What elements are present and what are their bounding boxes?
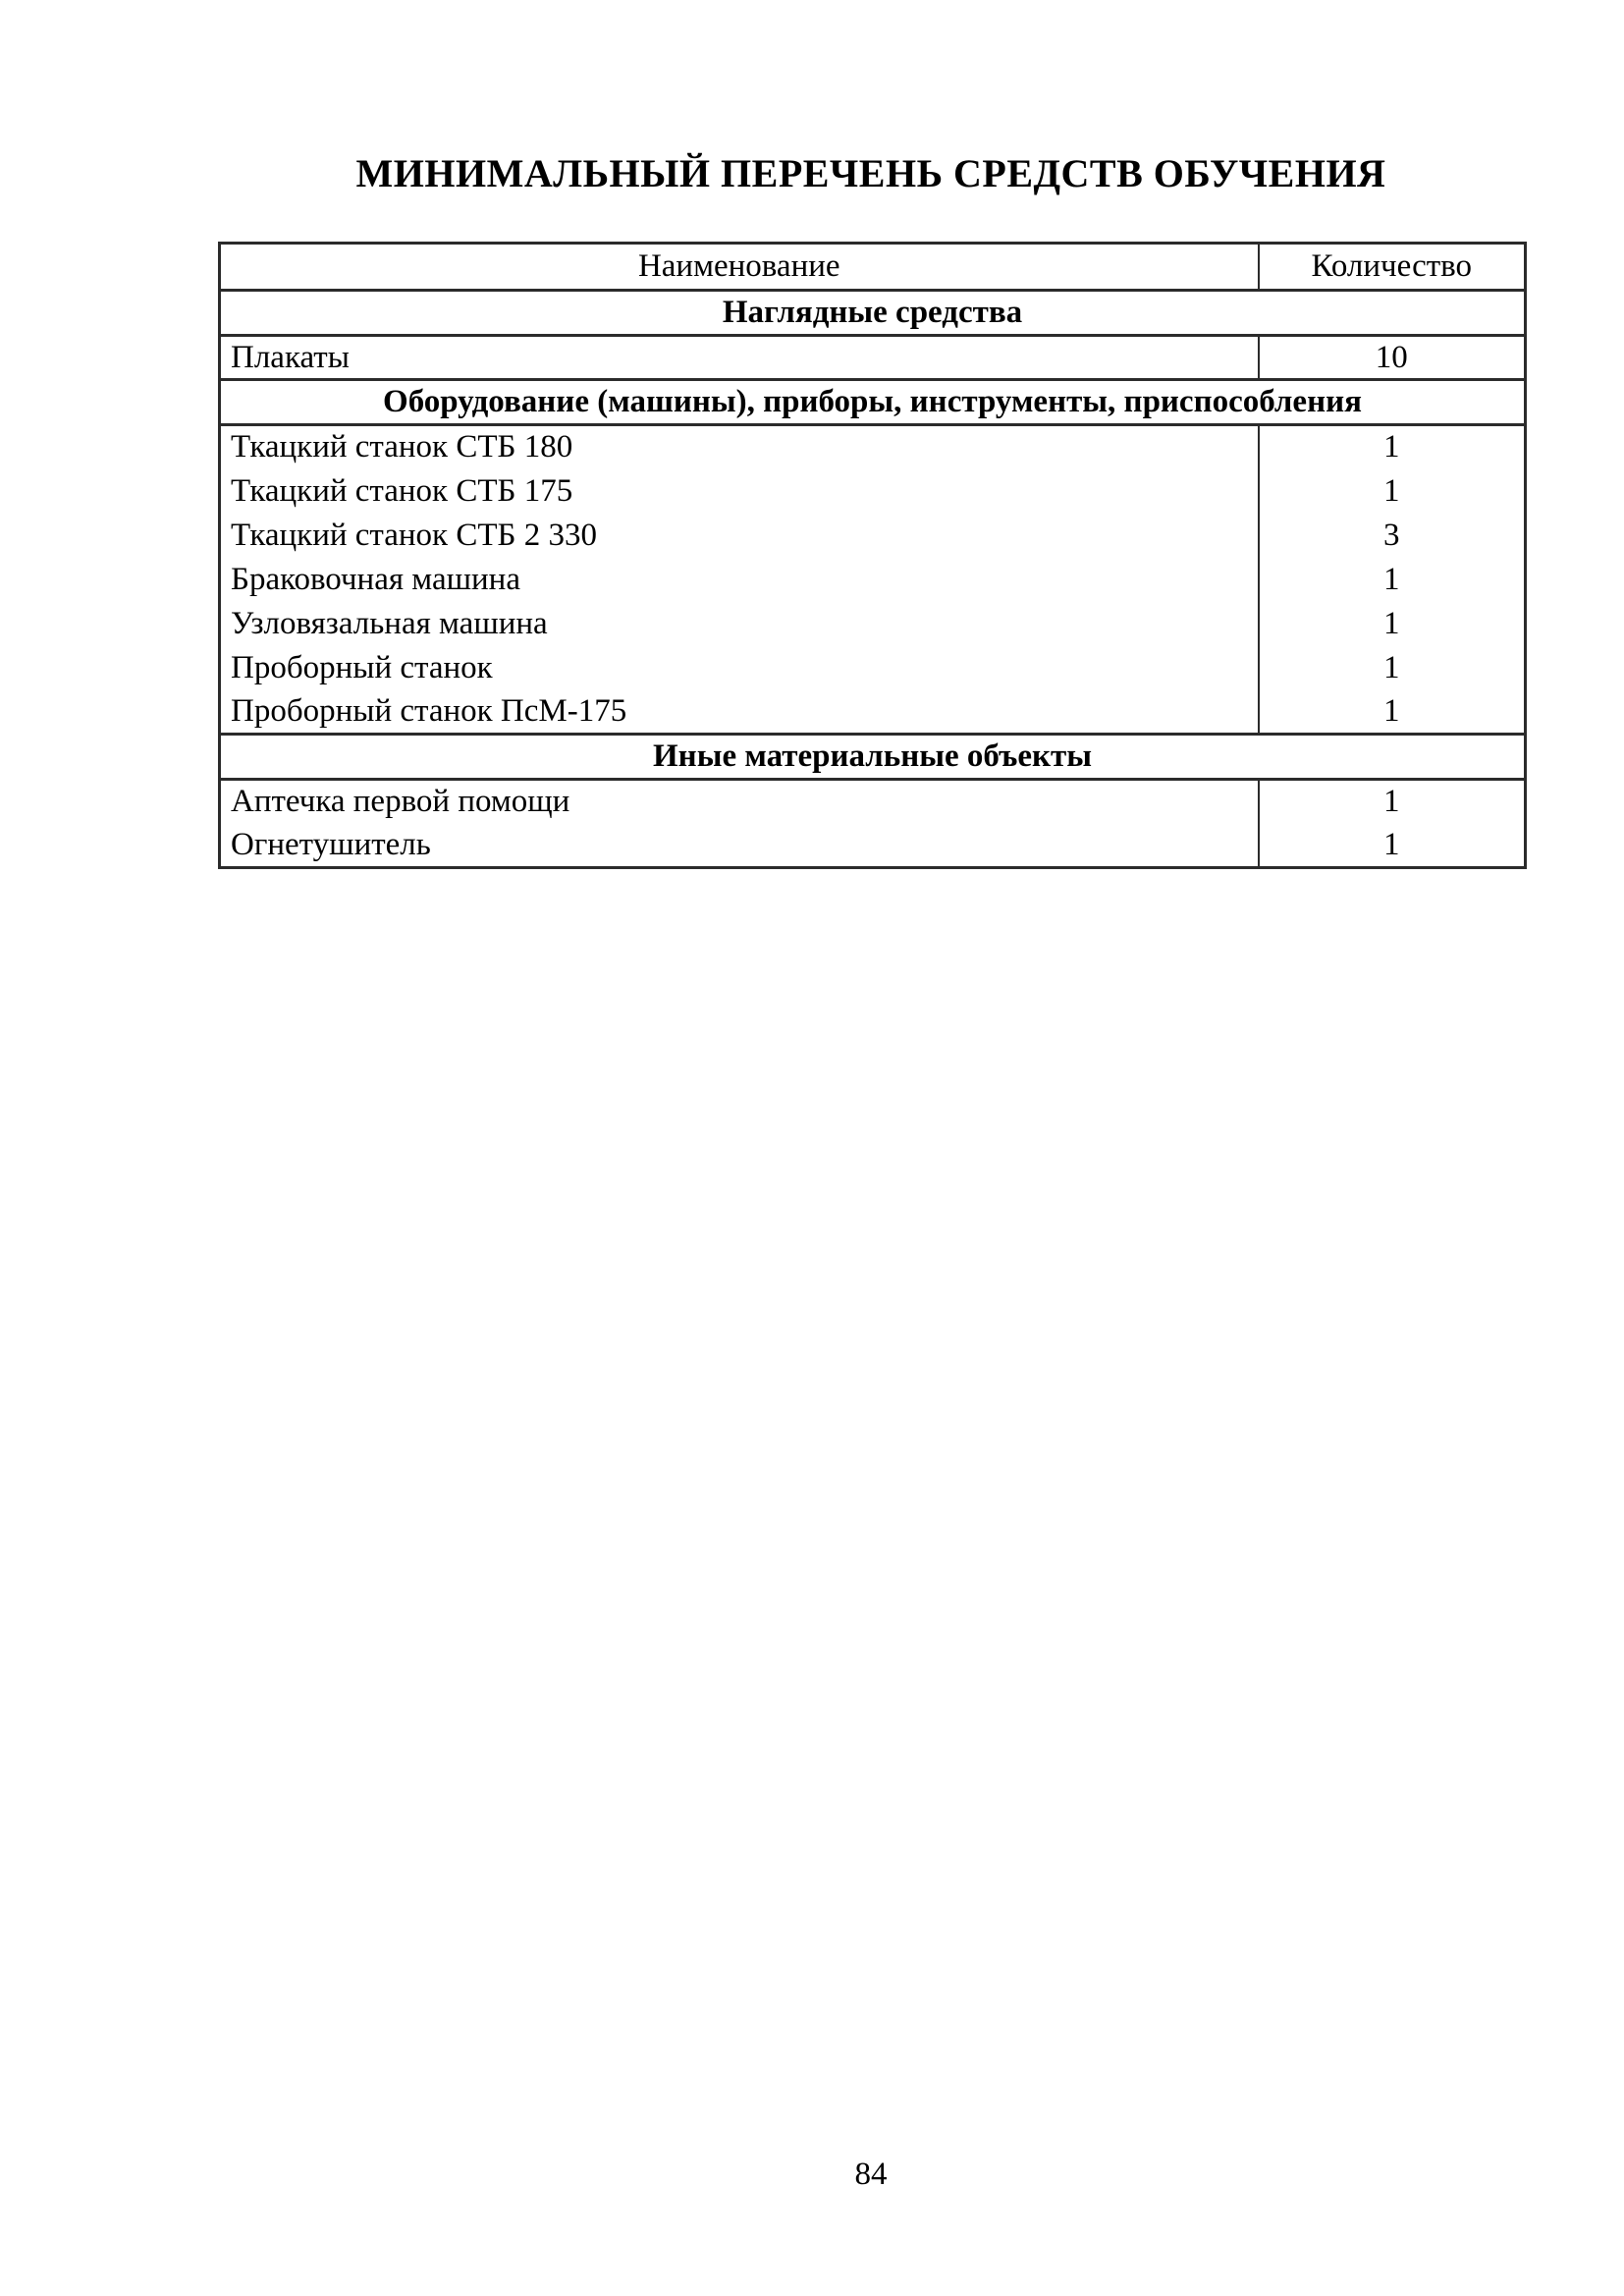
item-name-cell: Узловязальная машина	[220, 602, 1259, 646]
table-row	[220, 646, 1526, 690]
page-number: 84	[854, 2157, 888, 2192]
table-row	[220, 690, 1526, 735]
item-name-cell: Проборный станок	[220, 646, 1259, 690]
section-row	[220, 380, 1526, 425]
equipment-table	[218, 242, 1527, 869]
item-quantity-cell: 1	[1383, 605, 1400, 641]
section-label: Оборудование (машины), приборы, инструменты, приспособления	[220, 380, 1526, 425]
page-title: МИНИМАЛЬНЫЙ ПЕРЕЧЕНЬ СРЕДСТВ ОБУЧЕНИЯ	[355, 151, 1386, 195]
item-name-cell: Проборный станок ПсМ-175	[220, 690, 1259, 735]
item-name-cell: Ткацкий станок СТБ 175	[220, 469, 1259, 514]
item-quantity-cell: 1	[1383, 472, 1400, 509]
item-quantity-cell: 1	[1383, 826, 1400, 862]
table-row	[220, 824, 1526, 868]
column-header-quantity: Количество	[1259, 244, 1526, 291]
content-column	[218, 0, 1524, 869]
section-label: Иные материальные объекты	[220, 735, 1526, 780]
section-label: Наглядные средства	[220, 291, 1526, 336]
item-name-cell: Ткацкий станок СТБ 2 330	[220, 514, 1259, 558]
item-quantity-cell: 1	[1383, 561, 1400, 597]
item-quantity-cell: 1	[1383, 429, 1400, 465]
item-quantity-cell: 10	[1375, 339, 1408, 375]
table-row	[220, 469, 1526, 514]
section-row	[220, 735, 1526, 780]
table-row	[220, 425, 1526, 469]
item-name-cell: Ткацкий станок СТБ 180	[220, 425, 1259, 469]
table-row	[220, 558, 1526, 602]
table-row	[220, 780, 1526, 824]
item-quantity-cell: 1	[1383, 784, 1400, 820]
table-header-row	[220, 244, 1526, 291]
section-row	[220, 291, 1526, 336]
item-name-cell: Плакаты	[220, 336, 1259, 380]
column-header-name: Наименование	[220, 244, 1259, 291]
item-quantity-cell: 1	[1383, 649, 1400, 685]
item-name-cell: Браковочная машина	[220, 558, 1259, 602]
table-row	[220, 514, 1526, 558]
item-quantity-cell: 1	[1383, 692, 1400, 729]
table-row	[220, 602, 1526, 646]
item-name-cell: Огнетушитель	[220, 824, 1259, 868]
item-name-cell: Аптечка первой помощи	[220, 780, 1259, 824]
table-row	[220, 336, 1526, 380]
item-quantity-cell: 3	[1383, 517, 1400, 553]
